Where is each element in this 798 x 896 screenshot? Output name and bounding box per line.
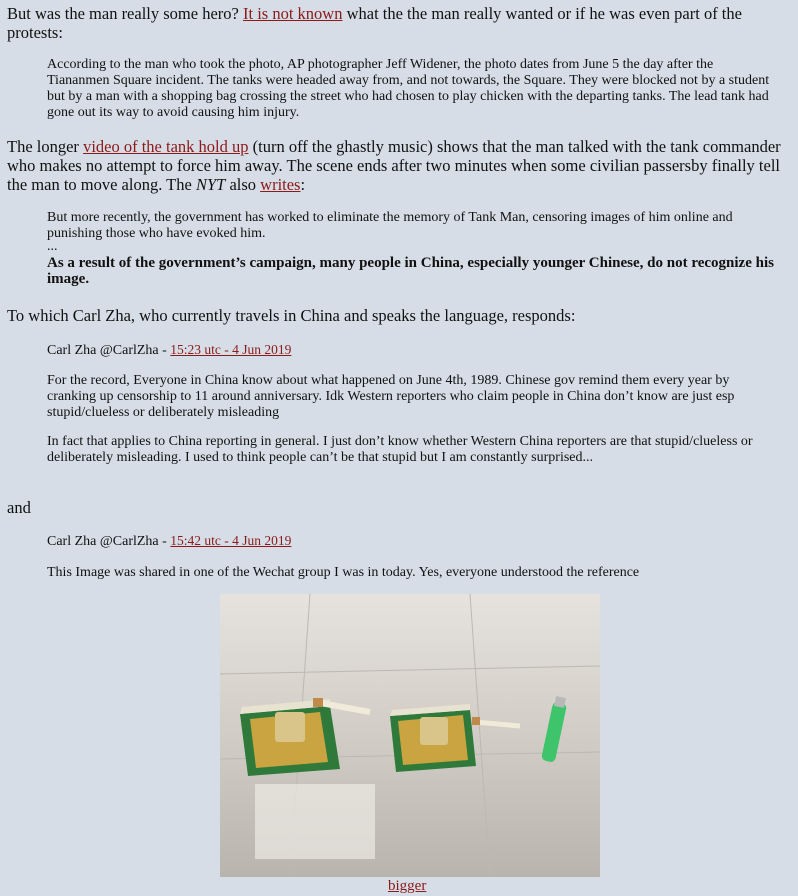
link-nyt-writes[interactable]: writes	[260, 175, 301, 194]
tweet-1-header	[47, 342, 777, 359]
tweet-2-timestamp-link[interactable]: 15:42 utc - 4 Jun 2019	[170, 533, 292, 548]
link-not-known[interactable]: It is not known	[242, 4, 343, 23]
quote-nyt-bold: As a result of the government’s campaign, many people in China, especially younger Chinese, do not recognize his image.	[47, 255, 774, 287]
tweet-1	[47, 342, 777, 466]
quote-nyt	[47, 210, 777, 287]
tweet-1-text-2: In fact that applies to China reporting in general. I just don’t know whether Western China reporters are that stupid/clueless or deliberately misleading. I used to think people can’t be that stupid but I am constantly surprised...	[47, 434, 753, 465]
wechat-cigarette-photo[interactable]	[220, 594, 600, 877]
link-tank-video[interactable]: video of the tank hold up	[83, 137, 249, 156]
plastic-wrapper	[255, 784, 375, 859]
word-and: and	[7, 498, 31, 517]
tweet-1-author: Carl Zha @CarlZha -	[47, 343, 171, 358]
tweet-2-text: This Image was shared in one of the Wechat group I was in today. Yes, everyone understood the reference	[47, 565, 640, 580]
quote-nyt-text: But more recently, the government has worked to eliminate the memory of Tank Man, censoring images of him online and punishing those who have evoked him.	[47, 210, 733, 241]
tweet-2-author: Carl Zha @CarlZha -	[47, 534, 171, 549]
paragraph-tank-video: The longer video of the tank hold up (turn off the ghastly music) shows that the man talked with the tank commander who makes no attempt to force him away. The scene ends after two minutes when some civilian passersby finally tell the man to move along. The NYT also writes:	[7, 137, 781, 194]
bigger-image-link[interactable]: bigger	[388, 878, 427, 894]
tweet-2-header	[47, 533, 777, 550]
quote-ellipsis: ...	[47, 239, 58, 254]
paragraph-hero-question: But was the man really some hero? It is not known what the the man really wanted or if he was even part of the protests:	[7, 4, 742, 42]
tweet-1-text-1: For the record, Everyone in China know about what happened on June 4th, 1989. Chinese gov remind them every year by cranking up censorship to 11 around anniversary. Idk Western reporters who claim people in China don’t know are just esp stupid/clueless or deliberately misleading	[47, 373, 735, 420]
paragraph-carl-zha-intro: To which Carl Zha, who currently travels in China and speaks the language, responds:	[7, 306, 576, 325]
tweet-1-timestamp-link[interactable]: 15:23 utc - 4 Jun 2019	[170, 342, 292, 357]
quote-widener: According to the man who took the photo, AP photographer Jeff Widener, the photo dates from June 5 the day after the Tiananmen Square incident. The tanks were headed away from, and not towards, the Square. They were blocked not by a student but by a man with a shopping bag crossing the street who had chosen to play chicken with the departing tanks. The lead tank had gone out its way to avoid causing him injury.	[47, 57, 770, 120]
tweet-2	[47, 533, 777, 581]
